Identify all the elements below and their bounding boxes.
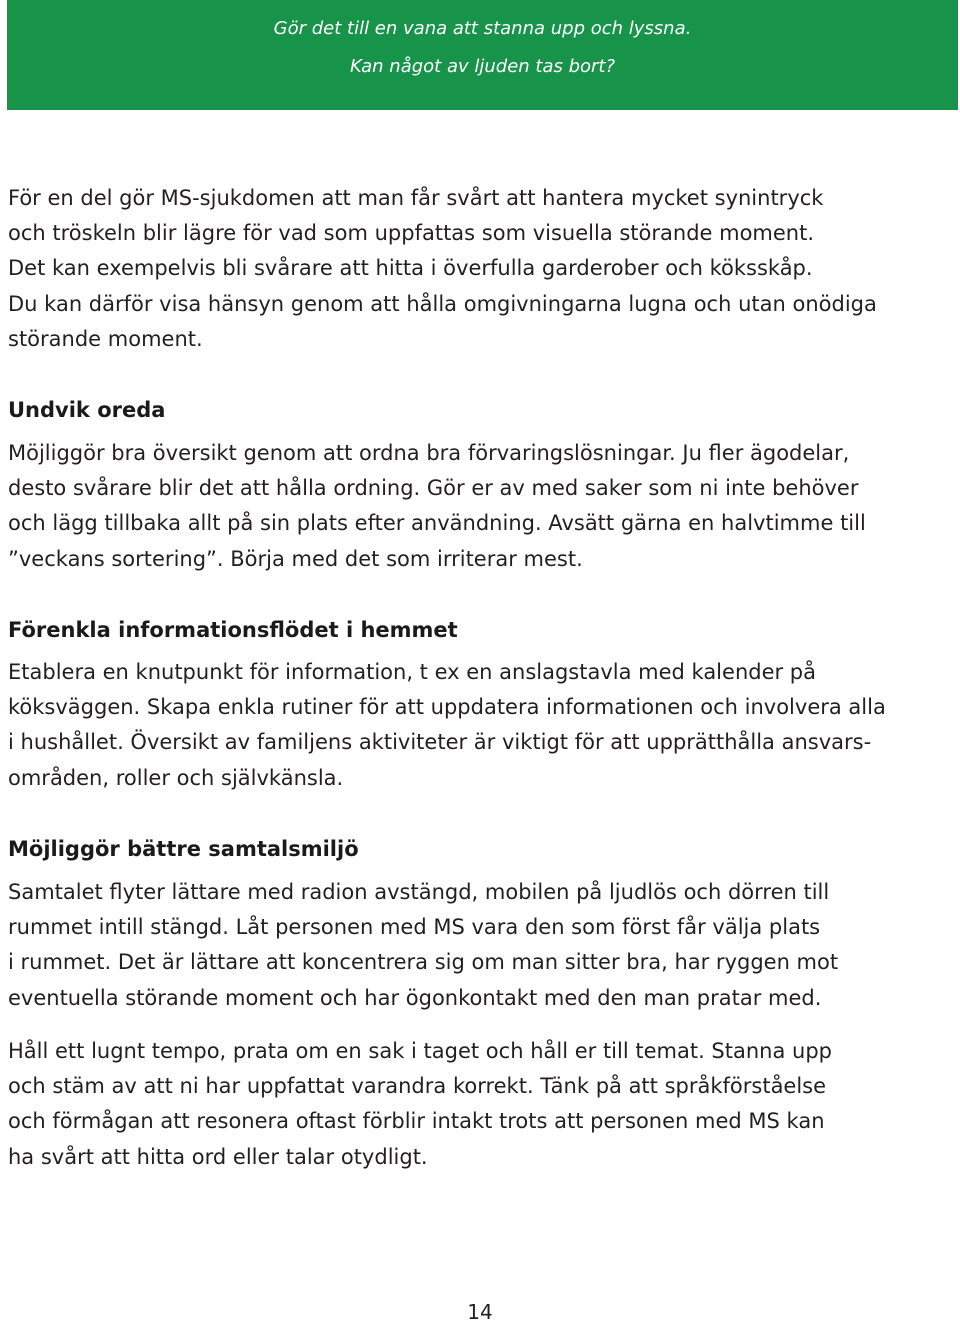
section-heading: Förenkla informationsflödet i hemmet	[8, 618, 458, 642]
section-undvik-oreda-body	[8, 436, 954, 577]
text-line: och stäm av att ni har uppfattat varandra korrekt. Tänk på att språkförståelse	[8, 1074, 827, 1099]
section-undvik-oreda	[8, 393, 954, 428]
text-line: köksväggen. Skapa enkla rutiner för att uppdatera informationen och involvera alla	[8, 695, 886, 720]
section-forenkla	[8, 613, 954, 648]
intro-paragraph	[8, 181, 954, 357]
text-line: och lägg tillbaka allt på sin plats efter användning. Avsätt gärna en halvtimme till	[8, 511, 866, 536]
section-forenkla-body	[8, 655, 954, 796]
text-line: Du kan därför visa hänsyn genom att hålla omgivningarna lugna och utan onödiga	[8, 291, 877, 316]
banner-title-line-2: Kan något av ljuden tas bort?	[349, 56, 616, 77]
text-line: och tröskeln blir lägre för vad som uppfattas som visuella störande moment.	[8, 221, 815, 246]
text-line: Håll ett lugnt tempo, prata om en sak i taget och håll er till temat. Stanna upp	[8, 1039, 832, 1063]
section-samtalsmiljo-body-2	[8, 1034, 954, 1175]
text-line: eventuella störande moment och har ögonkontakt med den man pratar med.	[8, 985, 822, 1010]
section-heading: Undvik oreda	[8, 398, 166, 422]
text-line: rummet intill stängd. Låt personen med MS vara den som först får välja plats	[8, 915, 821, 940]
text-line: i rummet. Det är lättare att koncentrera sig om man sitter bra, har ryggen mot	[8, 950, 839, 975]
section-heading: Möjliggör bättre samtalsmiljö	[8, 837, 359, 861]
text-line: i hushållet. Översikt av familjens aktiviteter är viktigt för att upprätthålla ansvars-	[8, 730, 872, 755]
text-line: desto svårare blir det att hålla ordning. Gör er av med saker som ni inte behöver	[8, 476, 859, 501]
text-line: ha svårt att hitta ord eller talar otydligt.	[8, 1144, 428, 1169]
text-line: Det kan exempelvis bli svårare att hitta i överfulla garderober och köksskåp.	[8, 256, 813, 281]
text-line: Möjliggör bra översikt genom att ordna bra förvaringslösningar. Ju fler ägodelar,	[8, 441, 850, 465]
text-line: ”veckans sortering”. Börja med det som irriterar mest.	[8, 546, 583, 571]
text-line: områden, roller och självkänsla.	[8, 765, 344, 790]
text-line: och förmågan att resonera oftast förblir intakt trots att personen med MS kan	[8, 1109, 825, 1134]
page-number: 14	[467, 1300, 493, 1324]
text-line: störande moment.	[8, 326, 203, 351]
header-banner	[7, 0, 958, 110]
text-line: Samtalet flyter lättare med radion avstängd, mobilen på ljudlös och dörren till	[8, 880, 830, 904]
text-line: Etablera en knutpunkt för information, t ex en anslagstavla med kalender på	[8, 660, 817, 684]
section-samtalsmiljo-body	[8, 875, 954, 1016]
text-line: För en del gör MS-sjukdomen att man får svårt att hantera mycket synintryck	[8, 186, 824, 210]
section-samtalsmiljo	[8, 832, 954, 867]
banner-title-line-1: Gör det till en vana att stanna upp och lyssna.	[273, 18, 692, 39]
